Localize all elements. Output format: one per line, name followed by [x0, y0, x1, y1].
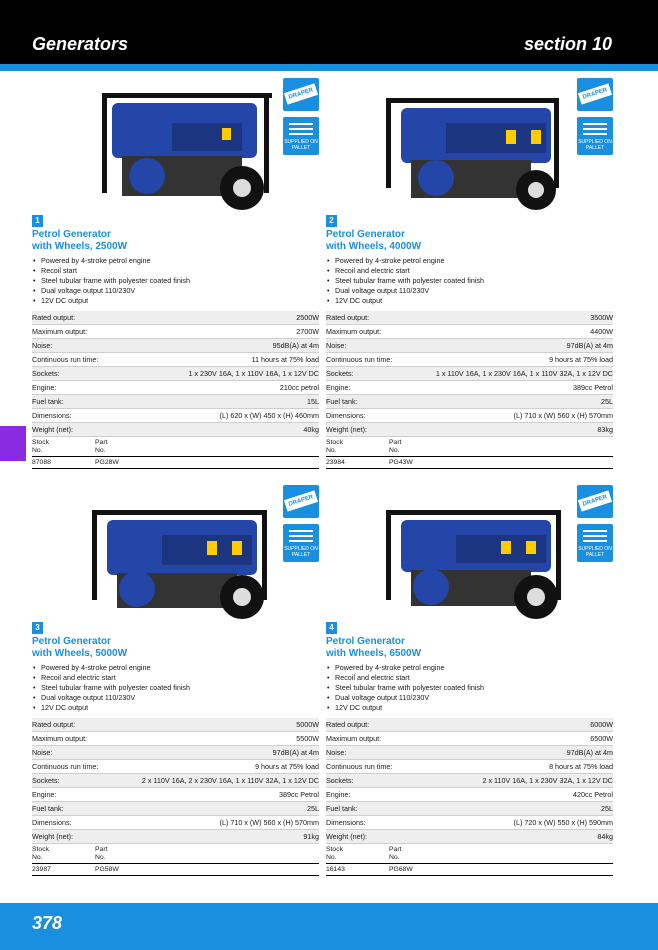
pallet-text-line1: SUPPLIED ON [578, 139, 612, 145]
spec-table [32, 311, 319, 437]
product-title-line1: Petrol Generator [32, 636, 111, 647]
spec-value: 8 hours at 75% load [549, 762, 613, 771]
spec-value: 25L [307, 804, 319, 813]
stock-col-header [32, 846, 95, 863]
spec-value: 91kg [303, 832, 319, 841]
pallet-icon [283, 117, 319, 155]
pallet-icon [577, 117, 613, 155]
pallet-icon [577, 524, 613, 562]
spec-label: Maximum output: [326, 327, 382, 336]
spec-row [32, 746, 319, 760]
header-stripe [0, 64, 658, 71]
feature-item: • Powered by 4-stroke petrol engine [326, 663, 613, 673]
feature-item: • Dual voltage output 110/230V [32, 286, 319, 296]
spec-value: 1 x 110V 16A, 1 x 230V 16A, 1 x 110V 32A, 1 x 12V DC [435, 369, 613, 378]
spec-label: Dimensions: [326, 818, 366, 827]
spec-value: 97dB(A) at 4m [566, 748, 613, 757]
stock-header [326, 439, 613, 457]
part-no-label: No. [95, 447, 106, 454]
spec-label: Sockets: [32, 369, 60, 378]
spec-row [32, 774, 319, 788]
pallet-icon [283, 524, 319, 562]
spec-row [326, 325, 613, 339]
feature-item: • Recoil and electric start [32, 673, 319, 683]
spec-row [326, 760, 613, 774]
spec-row [32, 311, 319, 325]
spec-label: Maximum output: [32, 734, 88, 743]
spec-label: Dimensions: [326, 411, 366, 420]
spec-label: Weight (net): [32, 832, 74, 841]
draper-logo-text: DRAPER Expert [578, 83, 612, 104]
spec-value: 2 x 110V 16A, 1 x 230V 32A, 1 x 12V DC [482, 776, 613, 785]
draper-logo [283, 485, 319, 518]
spec-label: Maximum output: [32, 327, 88, 336]
spec-row [32, 339, 319, 353]
spec-value: 389cc Petrol [573, 383, 613, 392]
feature-list [326, 663, 613, 713]
pallet-text [577, 546, 613, 558]
stock-row [32, 864, 319, 876]
spec-label: Maximum output: [326, 734, 382, 743]
stock-number: 23984 [326, 458, 345, 466]
spec-label: Fuel tank: [326, 397, 358, 406]
draper-logo [577, 78, 613, 111]
spec-label: Sockets: [326, 776, 354, 785]
part-col-header [389, 846, 469, 863]
spec-value: 97dB(A) at 4m [272, 748, 319, 757]
stock-label: Stock [326, 439, 343, 446]
spec-row [326, 830, 613, 844]
page-title: Generators [32, 34, 129, 54]
feature-item: • Steel tubular frame with polyester coated finish [32, 683, 319, 693]
stock-header [32, 439, 319, 457]
product-title [326, 636, 613, 660]
page-number: 378 [32, 913, 63, 933]
spec-value: 15L [307, 397, 319, 406]
spec-row [32, 788, 319, 802]
pallet-text-line2: PALLET [585, 145, 605, 151]
feature-list [32, 256, 319, 306]
stock-number: 16143 [326, 865, 345, 873]
spec-value: 5500W [296, 734, 319, 743]
stock-label: Stock [326, 846, 343, 853]
section-tab [0, 426, 26, 461]
spec-row [32, 732, 319, 746]
spec-value: 6000W [590, 720, 613, 729]
product-title-line2: with Wheels, 4000W [326, 241, 422, 252]
spec-value: (L) 710 x (W) 560 x (H) 570mm [219, 818, 319, 827]
spec-row [326, 395, 613, 409]
spec-value: 210cc petrol [279, 383, 319, 392]
stock-no-label: No. [326, 854, 337, 861]
generator-illustration [326, 485, 566, 620]
product-title-line2: with Wheels, 6500W [326, 648, 422, 659]
stock-header [32, 846, 319, 864]
spec-value: 95dB(A) at 4m [272, 341, 319, 350]
part-label: Part [389, 439, 402, 446]
stock-label: Stock [32, 439, 49, 446]
product-title-line1: Petrol Generator [32, 229, 111, 240]
spec-label: Noise: [326, 341, 347, 350]
generator-illustration [32, 485, 272, 620]
spec-value: (L) 720 x (W) 550 x (H) 590mm [513, 818, 613, 827]
part-no-label: No. [389, 854, 400, 861]
spec-row [32, 718, 319, 732]
stock-table [32, 439, 319, 469]
feature-item: • 12V DC output [326, 703, 613, 713]
draper-logo-text: DRAPER Expert [578, 490, 612, 511]
spec-label: Fuel tank: [326, 804, 358, 813]
part-col-header [95, 439, 175, 456]
spec-label: Noise: [32, 748, 53, 757]
spec-value: 420cc Petrol [573, 790, 613, 799]
spec-row [326, 788, 613, 802]
spec-label: Rated output: [326, 720, 370, 729]
feature-item: • Steel tubular frame with polyester coated finish [326, 276, 613, 286]
spec-row [326, 746, 613, 760]
feature-item: • Recoil and electric start [326, 266, 613, 276]
spec-value: 25L [601, 397, 613, 406]
spec-label: Continuous run time: [326, 762, 393, 771]
stock-number: 87088 [32, 458, 51, 466]
part-no-label: No. [95, 854, 106, 861]
feature-item: • 12V DC output [32, 703, 319, 713]
product-number-badge: 4 [326, 622, 337, 634]
feature-item: • Steel tubular frame with polyester coated finish [32, 276, 319, 286]
spec-table [326, 311, 613, 437]
spec-row [326, 339, 613, 353]
feature-item: • 12V DC output [32, 296, 319, 306]
draper-logo [577, 485, 613, 518]
spec-row [32, 381, 319, 395]
spec-value: 2 x 110V 16A, 2 x 230V 16A, 1 x 110V 32A, 1 x 12V DC [141, 776, 319, 785]
pallet-bars [583, 530, 607, 542]
spec-row [32, 816, 319, 830]
draper-logo [283, 78, 319, 111]
spec-row [32, 409, 319, 423]
product-title-line1: Petrol Generator [326, 636, 405, 647]
spec-row [326, 367, 613, 381]
spec-label: Continuous run time: [32, 355, 99, 364]
product-title-line2: with Wheels, 5000W [32, 648, 128, 659]
spec-label: Continuous run time: [32, 762, 99, 771]
pallet-text [577, 139, 613, 151]
generator-illustration [32, 78, 272, 213]
spec-label: Weight (net): [326, 832, 368, 841]
spec-row [32, 830, 319, 844]
product-title-line1: Petrol Generator [326, 229, 405, 240]
spec-value: 2500W [296, 313, 319, 322]
spec-label: Engine: [32, 790, 57, 799]
part-label: Part [95, 846, 108, 853]
spec-label: Rated output: [32, 313, 76, 322]
pallet-text [283, 139, 319, 151]
generator-image [32, 78, 319, 213]
spec-row [32, 367, 319, 381]
spec-label: Fuel tank: [32, 397, 64, 406]
pallet-text-line2: PALLET [291, 145, 311, 151]
spec-row [32, 802, 319, 816]
spec-label: Weight (net): [32, 425, 74, 434]
section-label: section 10 [523, 34, 612, 54]
spec-value: (L) 710 x (W) 560 x (H) 570mm [513, 411, 613, 420]
product-number-badge: 3 [32, 622, 43, 634]
product-title-line2: with Wheels, 2500W [32, 241, 128, 252]
feature-list [326, 256, 613, 306]
stock-table [32, 846, 319, 876]
pallet-text-line1: SUPPLIED ON [578, 546, 612, 552]
spec-value: 25L [601, 804, 613, 813]
spec-row [32, 353, 319, 367]
spec-row [32, 760, 319, 774]
spec-table [32, 718, 319, 844]
part-label: Part [389, 846, 402, 853]
draper-logo-text: DRAPER Expert [284, 490, 318, 511]
part-col-header [95, 846, 175, 863]
part-label: Part [95, 439, 108, 446]
generator-image [326, 485, 613, 620]
spec-value: 40kg [303, 425, 319, 434]
stock-no-label: No. [32, 447, 43, 454]
product-title [32, 636, 319, 660]
feature-item: • Dual voltage output 110/230V [32, 693, 319, 703]
generator-image [32, 485, 319, 620]
page-footer [0, 903, 658, 950]
feature-item: • Dual voltage output 110/230V [326, 286, 613, 296]
spec-row [326, 423, 613, 437]
part-no-label: No. [389, 447, 400, 454]
spec-table [326, 718, 613, 844]
spec-value: 389cc Petrol [279, 790, 319, 799]
spec-value: 97dB(A) at 4m [566, 341, 613, 350]
stock-col-header [32, 439, 95, 456]
draper-logo-text: DRAPER Expert [284, 83, 318, 104]
product-title [326, 229, 613, 253]
spec-label: Rated output: [326, 313, 370, 322]
stock-col-header [326, 846, 389, 863]
stock-no-label: No. [32, 854, 43, 861]
spec-value: 9 hours at 75% load [549, 355, 613, 364]
feature-item: • 12V DC output [326, 296, 613, 306]
stock-row [326, 864, 613, 876]
spec-value: 84kg [597, 832, 613, 841]
spec-value: 6500W [590, 734, 613, 743]
pallet-text-line1: SUPPLIED ON [284, 546, 318, 552]
spec-row [326, 353, 613, 367]
spec-label: Fuel tank: [32, 804, 64, 813]
spec-label: Engine: [326, 790, 351, 799]
spec-value: 5000W [296, 720, 319, 729]
spec-label: Rated output: [32, 720, 76, 729]
page-header [0, 0, 658, 64]
stock-row [326, 457, 613, 469]
spec-row [326, 816, 613, 830]
spec-label: Noise: [32, 341, 53, 350]
spec-value: (L) 620 x (W) 450 x (H) 460mm [219, 411, 319, 420]
pallet-text-line2: PALLET [585, 552, 605, 558]
spec-label: Engine: [32, 383, 57, 392]
spec-row [32, 423, 319, 437]
stock-row [32, 457, 319, 469]
part-number: PG43W [389, 458, 413, 466]
spec-row [32, 325, 319, 339]
pallet-text-line2: PALLET [291, 552, 311, 558]
spec-value: 83kg [597, 425, 613, 434]
product-title [32, 229, 319, 253]
spec-row [326, 732, 613, 746]
feature-item: • Powered by 4-stroke petrol engine [32, 663, 319, 673]
stock-number: 23987 [32, 865, 51, 873]
stock-table [326, 439, 613, 469]
part-col-header [389, 439, 469, 456]
spec-value: 3500W [590, 313, 613, 322]
spec-label: Weight (net): [326, 425, 368, 434]
pallet-text-line1: SUPPLIED ON [284, 139, 318, 145]
stock-no-label: No. [326, 447, 337, 454]
pallet-bars [289, 123, 313, 135]
pallet-bars [583, 123, 607, 135]
spec-value: 2700W [296, 327, 319, 336]
generator-image [326, 78, 613, 213]
stock-header [326, 846, 613, 864]
feature-item: • Powered by 4-stroke petrol engine [32, 256, 319, 266]
spec-row [326, 311, 613, 325]
spec-label: Sockets: [326, 369, 354, 378]
stock-col-header [326, 439, 389, 456]
part-number: PG28W [95, 458, 119, 466]
spec-row [326, 802, 613, 816]
generator-illustration [326, 78, 566, 213]
spec-value: 4400W [590, 327, 613, 336]
feature-item: • Dual voltage output 110/230V [326, 693, 613, 703]
product-number-badge: 2 [326, 215, 337, 227]
feature-item: • Recoil start [32, 266, 319, 276]
stock-table [326, 846, 613, 876]
spec-row [326, 381, 613, 395]
feature-item: • Recoil and electric start [326, 673, 613, 683]
part-number: PG58W [95, 865, 119, 873]
stock-label: Stock [32, 846, 49, 853]
spec-row [326, 409, 613, 423]
pallet-text [283, 546, 319, 558]
spec-label: Continuous run time: [326, 355, 393, 364]
spec-row [32, 395, 319, 409]
spec-value: 11 hours at 75% load [251, 355, 319, 364]
spec-label: Sockets: [32, 776, 60, 785]
spec-value: 1 x 230V 16A, 1 x 110V 16A, 1 x 12V DC [188, 369, 319, 378]
part-number: PG68W [389, 865, 413, 873]
spec-row [326, 774, 613, 788]
spec-value: 9 hours at 75% load [255, 762, 319, 771]
feature-list [32, 663, 319, 713]
feature-item: • Powered by 4-stroke petrol engine [326, 256, 613, 266]
product-number-badge: 1 [32, 215, 43, 227]
spec-row [326, 718, 613, 732]
feature-item: • Steel tubular frame with polyester coated finish [326, 683, 613, 693]
pallet-bars [289, 530, 313, 542]
spec-label: Noise: [326, 748, 347, 757]
spec-label: Dimensions: [32, 818, 72, 827]
spec-label: Dimensions: [32, 411, 72, 420]
spec-label: Engine: [326, 383, 351, 392]
